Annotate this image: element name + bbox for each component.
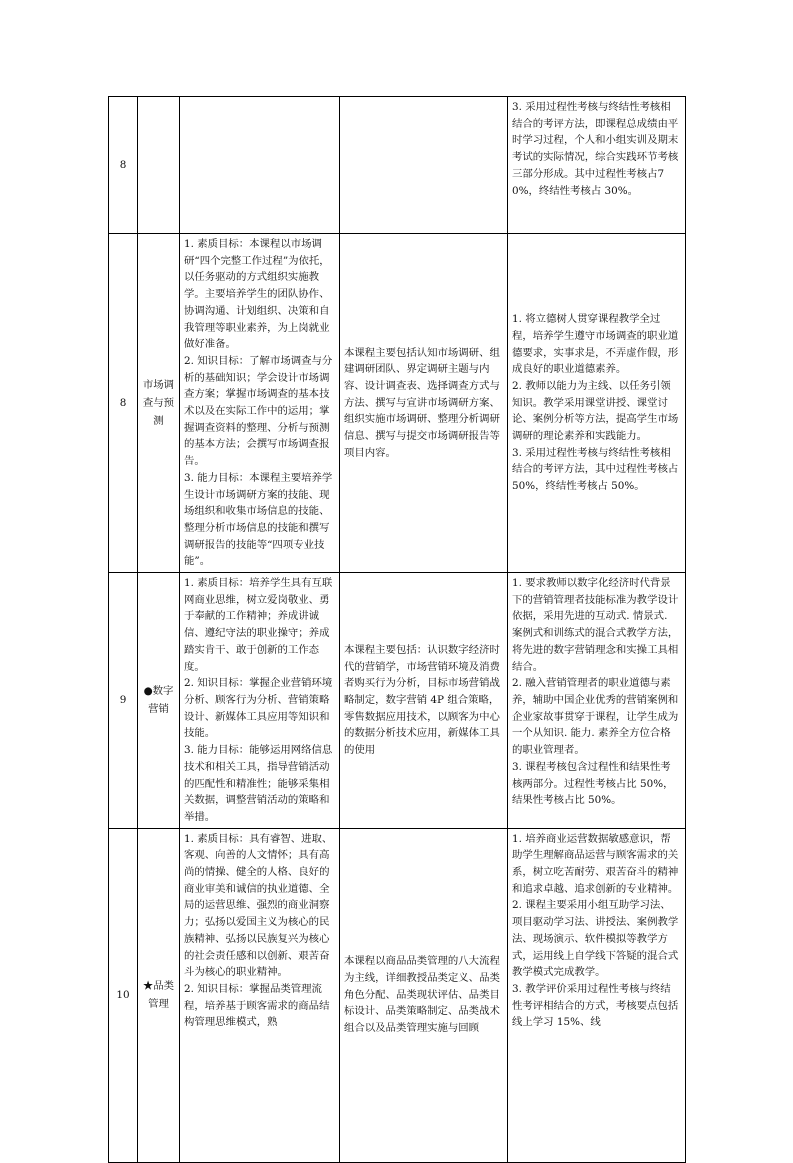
goal-item: 2. 知识目标：掌握企业营销环境分析、顾客行为分析、营销策略设计、新媒体工具应用等知识和技能。 — [184, 677, 333, 740]
requirement-item: 2. 教师以能力为主线、以任务引领知识。教学采用课堂讲授、课堂讨论、案例分析等方法，提高学生市场调研的理论素养和实践能力。 — [512, 379, 679, 443]
requirement-item: 2. 课程主要采用小组互助学习法、项目驱动学习法、讲授法、案例教学法、现场演示、软件模拟等教学方式，运用线上自学线下答疑的混合式教学模式完成教学。 — [512, 899, 679, 979]
course-name — [138, 97, 180, 234]
requirement-item: 1. 培养商业运营数据敏感意识，帮助学生理解商品运营与顾客需求的关系，树立吃苦耐劳、艰苦奋斗的精神和追求卓越、追求创新的专业精神。 — [512, 832, 679, 895]
teaching-requirements — [508, 234, 686, 573]
course-content: 本课程以商品品类管理的八大流程为主线，详细教授品类定义、品类角色分配、品类现状评估、品类目标设计、品类策略制定、品类战术组合以及品类管理实施与回顾 — [340, 828, 508, 1162]
course-table — [108, 96, 686, 1163]
teaching-requirements — [508, 573, 686, 829]
goal-item: 3. 能力目标：能够运用网络信息技术和相关工具，指导营销活动的匹配性和精准性；能够采集相关数据，调整营销活动的策略和举措。 — [184, 744, 333, 823]
requirement-item: 1. 将立德树人贯穿课程教学全过程，培养学生遵守市场调查的职业道德要求，实事求是，不弄虚作假，形成良好的职业道德素养。 — [512, 313, 679, 376]
goal-item: 1. 素质目标：具有睿智、进取、客观、向善的人文情怀；具有高尚的情操、健全的人格、良好的商业审美和诚信的执业道德、全局的运营思维、强烈的商业洞察力；弘扬以爱国主义为核心的民族精神、弘扬以民族复兴为核心的社会责任感和以创新、艰苦奋斗为核心的职业精神。 — [184, 832, 333, 979]
course-content — [340, 97, 508, 234]
course-content: 本课程主要包括：认识数字经济时代的营销学，市场营销环境及消费者购买行为分析，目标市场营销战略制定，数字营销 4P 组合策略，零售数据应用技术，以顾客为中心的数据分析技术应用，新媒体工具的使用 — [340, 573, 508, 829]
teaching-requirements — [508, 828, 686, 1162]
course-name: ●数字营销 — [138, 573, 180, 829]
table-row — [109, 573, 686, 829]
table-row — [109, 234, 686, 573]
requirement-item: 3. 课程考核包含过程性和结果性考核两部分。过程性考核占比 50%，结果性考核占比 50%。 — [512, 760, 674, 807]
goal-item: 1. 素质目标：培养学生具有互联网商业思维，树立爱岗敬业、勇于奉献的工作精神；养成讲诚信、遵纪守法的职业操守；养成踏实肯干、敢于创新的工作态度。 — [184, 577, 333, 673]
teaching-requirements — [508, 97, 686, 234]
goal-item: 2. 知识目标：掌握品类管理流程，培养基于顾客需求的商品结构管理思维模式，熟 — [184, 982, 330, 1029]
row-number: 8 — [109, 97, 138, 234]
table-row — [109, 828, 686, 1162]
course-name: ★品类管理 — [138, 828, 180, 1162]
table-row — [109, 97, 686, 234]
goal-item: 2. 知识目标：了解市场调查与分析的基础知识；学会设计市场调查方案；掌握市场调查的基本技术以及在实际工作中的运用；掌握调查资料的整理、分析与预测的基本方法；会撰写市场调查报告。 — [184, 354, 333, 468]
course-goals — [180, 828, 340, 1162]
course-goals — [180, 234, 340, 573]
row-number: 10 — [109, 828, 138, 1162]
course-content: 本课程主要包括认知市场调研、组建调研团队、界定调研主题与内容、设计调查表、选择调查方式与方法、撰写与宣讲市场调研方案、组织实施市场调研、整理分析调研信息、撰写与提交市场调研报告等项目内容。 — [340, 234, 508, 573]
requirement-item: 3. 采用过程性考核与终结性考核相结合的考评方法，其中过程性考核占 50%，终结性考核占 50%。 — [512, 446, 679, 493]
course-goals — [180, 573, 340, 829]
goal-item: 1. 素质目标：本课程以市场调研“四个完整工作过程”为依托，以任务驱动的方式组织实施教学。主要培养学生的团队协作、协调沟通、计划组织、决策和自我管理等职业素养，为上岗就业做好准备。 — [184, 238, 330, 351]
course-name: 市场调查与预测 — [138, 234, 180, 573]
course-goals — [180, 97, 340, 234]
requirement-item: 3. 采用过程性考核与终结性考核相结合的考评方法，即课程总成绩由平时学习过程，个人和小组实训及期末考试的实际情况，综合实践环节考核三部分形成。其中过程性考核占70%，终结性考核占 30%。 — [512, 101, 679, 197]
goal-item: 3. 能力目标：本课程主要培养学生设计市场调研方案的技能、现场组织和收集市场信息的技能、整理分析市场信息的技能和撰写调研报告的技能等“四项专业技能”。 — [184, 471, 333, 568]
row-number: 9 — [109, 573, 138, 829]
requirement-item: 3. 教学评价采用过程性考核与终结性考评相结合的方式，考核要点包括线上学习 15%、线 — [512, 982, 679, 1029]
row-number: 8 — [109, 234, 138, 573]
requirement-item: 1. 要求教师以数字化经济时代背景下的营销管理者技能标准为教学设计依据，采用先进的互动式. 情景式. 案例式和训练式的混合式教学方法，将先进的数字营销理念和实操工具相结合。 — [512, 577, 679, 673]
requirement-item: 2. 融入营销管理者的职业道德与素养，辅助中国企业优秀的营销案例和企业家故事贯穿于课程，让学生成为一个从知识. 能力. 素养全方位合格的职业管理者。 — [512, 677, 679, 757]
